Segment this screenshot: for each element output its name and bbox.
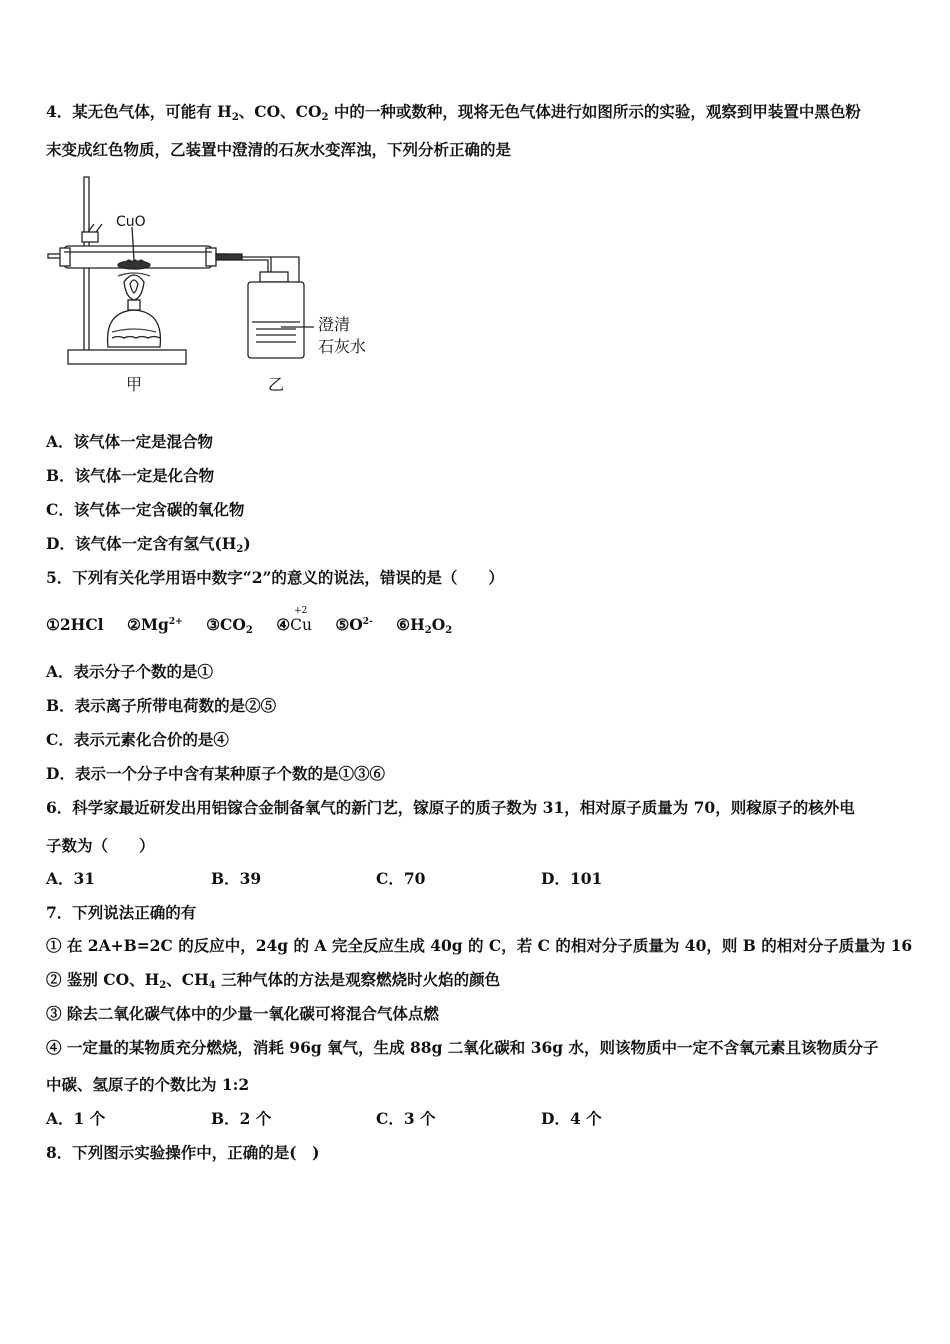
q7-option-b: B．2 个 bbox=[211, 1109, 272, 1128]
q4-option-b: B．该气体一定是化合物 bbox=[46, 466, 215, 485]
q5-stem: 5．下列有关化学用语中数字“2”的意义的说法，错误的是（ ） bbox=[46, 568, 504, 587]
q5-symbol-6: $⑥H_2O_2$ bbox=[396, 615, 453, 636]
q7-option-c: C．3 个 bbox=[376, 1109, 436, 1128]
limewater-label-2: 石灰水 bbox=[318, 337, 367, 356]
q6-stem-line2: 子数为（ ） bbox=[46, 836, 155, 855]
flame bbox=[124, 275, 144, 300]
label-jia: 甲 bbox=[126, 375, 143, 394]
limewater-label-1: 澄清 bbox=[318, 315, 351, 334]
q4-option-c: C．该气体一定含碳的氧化物 bbox=[46, 500, 245, 519]
q7-item-4-line2: 中碳、氢原子的个数比为 1:2 bbox=[46, 1075, 250, 1094]
q6-option-a: A．31 bbox=[46, 869, 96, 888]
q5-option-b: B．表示离子所带电荷数的是②⑤ bbox=[46, 696, 277, 715]
q5-symbol-3: $③CO_2$ bbox=[206, 615, 253, 636]
q5-symbols bbox=[46, 606, 470, 636]
q4-stem-line1: 4．某无色气体，可能有 $H_2$、CO、$CO_2$ 中的一种或数种，现将无色气体进行如图所示的实验，观察到甲装置中黑色粉 bbox=[46, 102, 861, 123]
q7-item-2: ② 鉴别 CO、$H_2$、$CH_4$ 三种气体的方法是观察燃烧时火焰的颜色 bbox=[46, 970, 501, 991]
q8-stem: 8．下列图示实验操作中，正确的是( ) bbox=[46, 1143, 320, 1162]
q6-option-c: C．70 bbox=[376, 869, 426, 888]
cuo-powder bbox=[118, 261, 150, 269]
q7-item-1: ① 在 2A+B=2C 的反应中，24g 的 A 完全反应生成 40g 的 C，若 C 的相对分子质量为 40，则 B 的相对分子质量为 16 bbox=[46, 936, 913, 955]
q7-option-a: A．1 个 bbox=[46, 1109, 106, 1128]
q5-option-c: C．表示元素化合价的是④ bbox=[46, 730, 229, 749]
q4-option-d: D．该气体一定含有氢气$(H_2)$ bbox=[46, 534, 251, 555]
q6-option-b: B．39 bbox=[211, 869, 262, 888]
q5-symbol-2: $②Mg^{2+}$ bbox=[126, 615, 183, 634]
limewater-bottle bbox=[248, 282, 304, 358]
q4-option-a: A．该气体一定是混合物 bbox=[46, 432, 214, 451]
q6-stem-line1: 6．科学家最近研发出用铝镓合金制备氧气的新门艺，镓原子的质子数为 31，相对原子质量为 70，则稼原子的核外电 bbox=[46, 798, 855, 817]
q6-options bbox=[46, 869, 706, 889]
stand-base bbox=[68, 350, 186, 364]
q4-apparatus-figure bbox=[46, 172, 386, 397]
q6-option-d: D．101 bbox=[541, 869, 603, 888]
q5-option-d: D．表示一个分子中含有某种原子个数的是①③⑥ bbox=[46, 764, 385, 783]
q5-symbol-5: $⑤O^{2-}$ bbox=[335, 615, 373, 634]
q7-item-3: ③ 除去二氧化碳气体中的少量一氧化碳可将混合气体点燃 bbox=[46, 1004, 439, 1023]
cuo-label: CuO bbox=[116, 214, 146, 230]
q7-item-4-line1: ④ 一定量的某物质充分燃烧，消耗 96g 氧气，生成 88g 二氧化碳和 36g 水，则该物质中一定不含氧元素且该物质分子 bbox=[46, 1038, 879, 1057]
q7-options bbox=[46, 1109, 706, 1129]
label-yi: 乙 bbox=[268, 375, 285, 394]
q4-stem-line2: 末变成红色物质，乙装置中澄清的石灰水变浑浊，下列分析正确的是 bbox=[46, 140, 512, 159]
q7-option-d: D．4 个 bbox=[541, 1109, 602, 1128]
q5-symbol-4: ④ +2 Cu bbox=[276, 606, 312, 634]
q5-option-a: A．表示分子个数的是① bbox=[46, 662, 214, 681]
q5-symbol-1: ①2HCl bbox=[46, 615, 104, 634]
q7-stem: 7．下列说法正确的有 bbox=[46, 903, 197, 922]
